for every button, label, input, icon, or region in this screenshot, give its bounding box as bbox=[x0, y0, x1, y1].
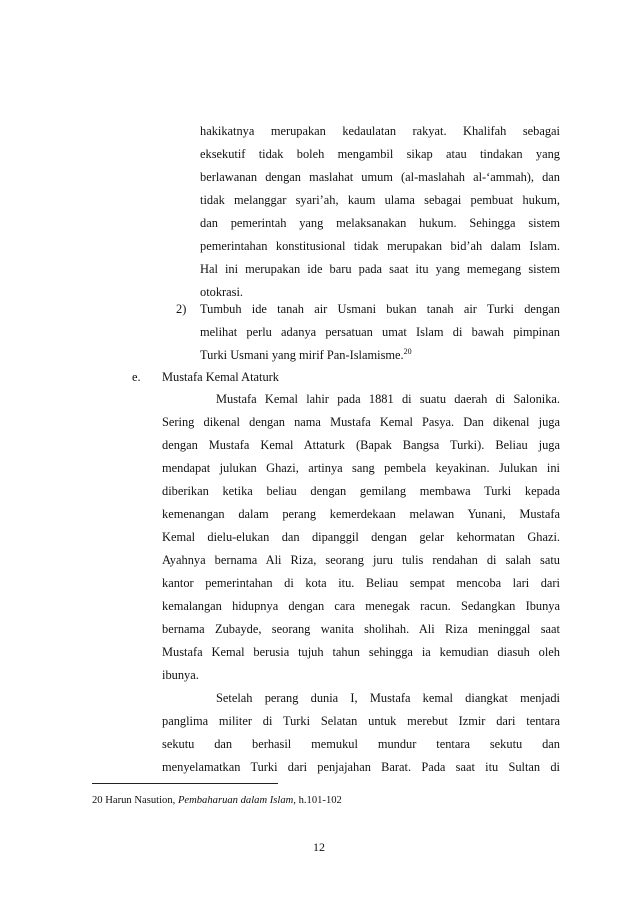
text-line: Mustafa Kemal lahir pada 1881 di suatu daerah di Salonika. bbox=[216, 392, 560, 406]
text-line: diberikan ketika beliau dengan gemilang membawa Turki kepada bbox=[162, 484, 560, 498]
footnote-divider bbox=[92, 783, 278, 784]
text-line: Turki Usmani yang mirif Pan-Islamisme.$^{20}$ bbox=[200, 346, 412, 362]
text-line: dengan Mustafa Kemal Attaturk (Bapak Bangsa Turki). Beliau juga bbox=[162, 438, 560, 452]
text-line: Sering dikenal dengan nama Mustafa Kemal Pasya. Dan dikenal juga bbox=[162, 415, 560, 429]
footnote-number: 20 bbox=[92, 795, 103, 806]
footnote-reference[interactable]: 20 bbox=[403, 346, 412, 356]
text-line: dan pemerintah yang melaksanakan hukum. Sehingga sistem bbox=[200, 216, 560, 230]
text-line: menyelamatkan Turki dari penjajahan Barat. Pada saat itu Sultan di bbox=[162, 760, 560, 774]
text-line: ibunya. bbox=[162, 668, 199, 682]
footnote-author: Harun Nasution, bbox=[105, 795, 176, 806]
section-marker: e. bbox=[132, 370, 141, 384]
page-number: 12 bbox=[313, 840, 325, 854]
text-line: Ayahnya bernama Ali Riza, seorang juru tulis rendahan di salah satu bbox=[162, 553, 560, 567]
list-marker: 2) bbox=[176, 302, 187, 316]
section-heading: Mustafa Kemal Ataturk bbox=[162, 370, 279, 384]
text-line: Mustafa Kemal berusia tujuh tahun sehingga ia kemudian diasuh oleh bbox=[162, 645, 560, 659]
text-line: Kemal dielu-elukan dan dipanggil dengan gelar kehormatan Ghazi. bbox=[162, 530, 560, 544]
footnote bbox=[92, 795, 342, 807]
text-line: berlawanan dengan maslahat umum (al-maslahah al-‘ammah), dan bbox=[200, 170, 560, 184]
text-line: panglima militer di Turki Selatan untuk merebut Izmir dari tentara bbox=[162, 714, 560, 728]
text-line: melihat perlu adanya persatuan umat Islam di bawah pimpinan bbox=[200, 325, 560, 339]
text-line: bernama Zubayde, seorang wanita sholihah. Ali Riza meninggal saat bbox=[162, 622, 560, 636]
footnote-pages: h.101-102 bbox=[298, 795, 342, 806]
text-line: Hal ini merupakan ide baru pada saat itu yang memegang sistem bbox=[200, 262, 560, 276]
text-line: eksekutif tidak boleh mengambil sikap atau tindakan yang bbox=[200, 147, 560, 161]
text-line: kemenangan dalam perang kemerdekaan melawan Yunani, Mustafa bbox=[162, 507, 560, 521]
text-line: pemerintahan konstitusional tidak merupakan bid’ah dalam Islam. bbox=[200, 239, 560, 253]
footnote-title: Pembaharuan dalam Islam, bbox=[177, 795, 296, 806]
text-line: Tumbuh ide tanah air Usmani bukan tanah air Turki dengan bbox=[200, 302, 560, 316]
text-line: kantor pemerintahan di kota itu. Beliau sempat mencoba lari dari bbox=[162, 576, 560, 590]
text-line: Setelah perang dunia I, Mustafa kemal diangkat menjadi bbox=[216, 691, 560, 705]
text-line: sekutu dan berhasil memukul mundur tentara sekutu dan bbox=[162, 737, 560, 751]
text-line: tidak melanggar syari’ah, kaum ulama sebagai pembuat hukum, bbox=[200, 193, 560, 207]
text-line: otokrasi. bbox=[200, 285, 244, 299]
text-line: hakikatnya merupakan kedaulatan rakyat. Khalifah sebagai bbox=[200, 124, 560, 138]
text-line: mendapat julukan Ghazi, artinya sang pembela keyakinan. Julukan ini bbox=[162, 461, 560, 475]
text-line: kemalangan hidupnya dengan cara menegak racun. Sedangkan Ibunya bbox=[162, 599, 560, 613]
